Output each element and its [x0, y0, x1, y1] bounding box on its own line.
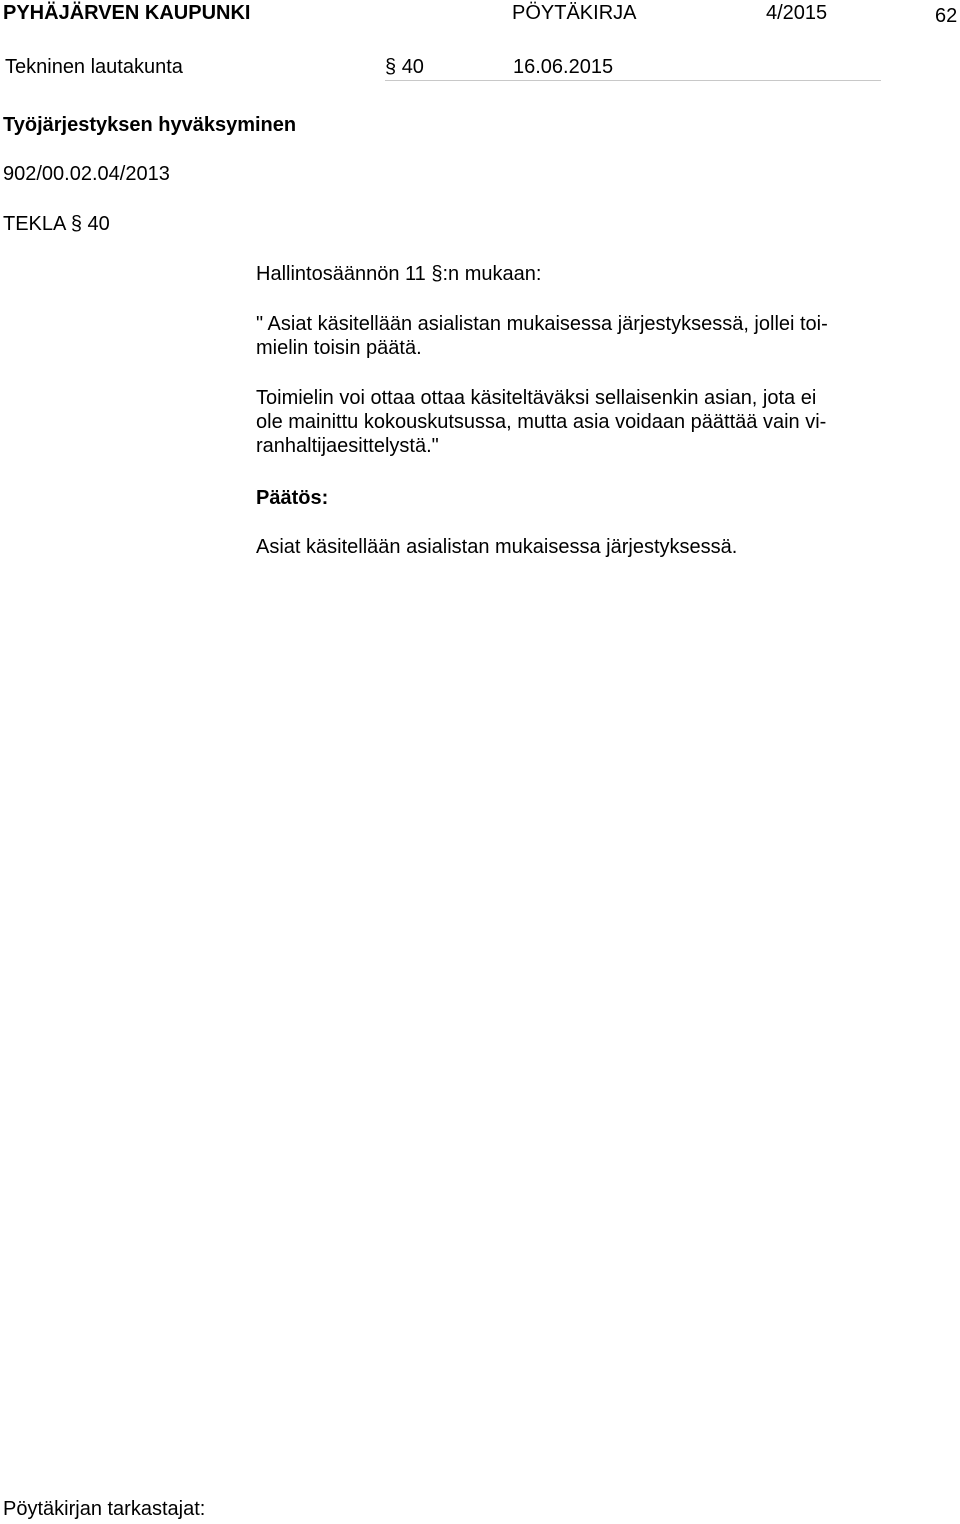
decision-text: Asiat käsitellään asialistan mukaisessa järjestyksessä. — [256, 536, 738, 558]
intro-prefix: Hallintosäännön 11 — [256, 263, 426, 285]
page-number: 62 — [935, 5, 958, 27]
quote-2-line: ranhaltijaesittelystä." — [256, 435, 439, 457]
quote-paragraph-1 — [256, 312, 871, 360]
quote-2-line: Toimielin voi ottaa ottaa käsiteltäväksi sellaisenkin asian, jota ei — [256, 387, 817, 409]
item-title: Työjärjestyksen hyväksyminen — [3, 114, 297, 136]
quote-1-line: " Asiat käsitellään asialistan mukaisessa järjestyksessä, jollei toi- — [256, 313, 828, 335]
reference-number: 40 — [87, 213, 110, 235]
reference-line — [3, 212, 110, 236]
decision-label: Päätös: — [256, 487, 329, 509]
header-divider — [385, 80, 881, 81]
reviewers-label: Pöytäkirjan tarkastajat: — [3, 1498, 206, 1520]
quote-paragraph-2 — [256, 386, 871, 458]
section-sign: § — [385, 56, 397, 78]
meeting-date: 16.06.2015 — [513, 56, 614, 78]
section-heading — [385, 55, 424, 79]
committee-name: Tekninen lautakunta — [5, 56, 183, 78]
intro-sign: § — [431, 263, 443, 285]
reference-sign: § — [70, 213, 82, 235]
quote-1-line: mielin toisin päätä. — [256, 337, 422, 359]
record-number: 902/00.02.04/2013 — [3, 163, 170, 185]
intro-line — [256, 262, 541, 286]
document-type: PÖYTÄKIRJA — [512, 2, 637, 24]
issue-number: 4/2015 — [766, 2, 828, 24]
section-number: 40 — [401, 56, 424, 78]
reference-prefix: TEKLA — [3, 213, 66, 235]
organization-name: PYHÄJÄRVEN KAUPUNKI — [3, 2, 251, 24]
quote-2-line: ole mainittu kokouskutsussa, mutta asia voidaan päättää vain vi- — [256, 411, 827, 433]
intro-suffix: :n mukaan: — [442, 263, 542, 285]
